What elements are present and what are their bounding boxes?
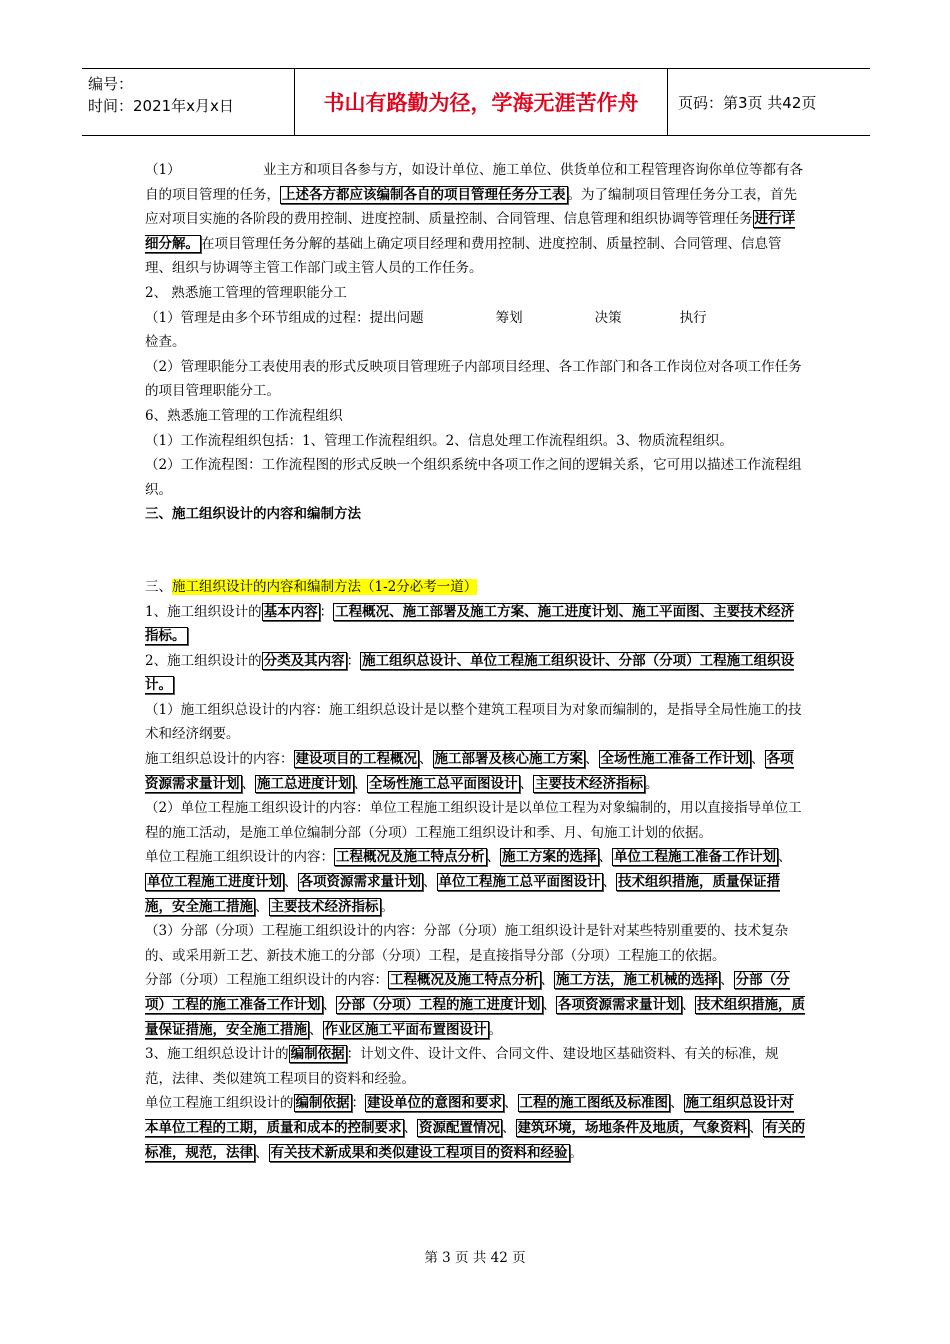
text: （1）管理是由多个环节组成的过程：提出问题 <box>145 309 424 326</box>
separator: 、 <box>241 775 255 792</box>
boxed-text: 主要技术经济指标 <box>535 775 643 792</box>
boxed-text: 工程的施工图纸及标准图 <box>519 1095 668 1112</box>
boxed-text: 建设项目的工程概况 <box>295 751 417 768</box>
text: ： <box>346 652 361 669</box>
separator: 、 <box>486 849 500 866</box>
page-header <box>82 68 870 136</box>
boxed-text: 各项资源需求量计划 <box>299 874 421 891</box>
separator: 、 <box>309 1021 323 1038</box>
separator: 、 <box>602 874 616 891</box>
boxed-text: 技术组织措施，质量保证措施，安全施工措施 <box>145 997 805 1038</box>
unit-design-basis <box>145 1091 805 1165</box>
boxed-text: 编制依据 <box>290 1046 345 1063</box>
section-3-heading: 三、施工组织设计的内容和编制方法 <box>145 506 361 523</box>
boxed-text: 各项资源需求量计划 <box>145 751 794 792</box>
boxed-text: 技术组织措施，质量保证措施，安全施工措施 <box>145 874 780 915</box>
boxed-text: 施工组织总设计对本单位工程的工期，质量和成本的控制要求 <box>145 1095 794 1136</box>
paragraph-6-2: （2）工作流程图：工作流程图的形式反映一个组织系统中各项工作之间的逻辑关系，它可用以描述工作流程组织。 <box>145 457 802 498</box>
text: ：计划文件、设计文件、合同文件、建设地区基础资料、有关的标准，规范，法律、类似建筑工程项目的资料和经验。 <box>145 1046 779 1087</box>
text: 3、施工组织总设计计的 <box>145 1046 289 1063</box>
boxed-text: 上述各方都应该编制各自的项目管理任务分工表 <box>282 186 566 203</box>
boxed-text: 工程概况、施工部署及施工方案、施工进度计划、施工平面图、主要技术经济指标。 <box>145 603 795 645</box>
boxed-text: 主要技术经济指标 <box>270 898 379 915</box>
separator: 、 <box>504 1095 518 1112</box>
period: 。 <box>380 898 394 915</box>
boxed-text: 分类及其内容 <box>263 652 345 669</box>
boxed-text: 工程概况及施工特点分析 <box>390 972 539 989</box>
separator: 、 <box>542 997 556 1013</box>
separator: 、 <box>585 751 599 768</box>
separator: 、 <box>353 775 367 792</box>
boxed-text: 有关技术新成果和类似建设工程项目的资料和经验 <box>270 1144 568 1161</box>
paragraph-task-division <box>145 158 805 281</box>
paragraph-general-design: （1）施工组织总设计的内容：施工组织总设计是以整个建筑工程项目为对象而编制的，是指导全局性施工的技术和经济纲要。 <box>145 701 802 743</box>
period: 。 <box>488 1021 502 1038</box>
paragraph-subitem-design: （3）分部（分项）工程施工组织设计的内容：分部（分项）施工组织设计是针对某些特别重要的、技术复杂的、或采用新工艺、新技术施工的分部（分项）工程，是直接指导分部（分项）工程施工的依据。 <box>145 923 789 964</box>
separator: 、 <box>540 972 554 989</box>
boxed-text: 施工组织总设计、单位工程施工组织设计、分部（分项）工程施工组织设计。 <box>145 652 795 694</box>
boxed-text: 分部（分项）工程的施工进度计划 <box>338 997 541 1013</box>
boxed-text: 全场性施工总平面图设计 <box>369 775 518 792</box>
boxed-text: 施工方案的选择 <box>502 849 597 866</box>
boxed-text: 建筑环境，场地条件及地质，气象资料 <box>517 1119 747 1136</box>
header-page-label: 页码：第3页 共42页 <box>678 93 817 112</box>
item-1-basic-content <box>145 600 805 649</box>
header-motto: 书山有路勤为径，学海无涯苦作舟 <box>294 69 668 135</box>
period: 。 <box>645 775 659 792</box>
text: 业主方和项目各参与方，如设计单位、施工单位、供货单位和工程管理咨询你单位等都有各自的项目管理的任务， <box>145 162 803 203</box>
separator: 、 <box>598 849 612 866</box>
boxed-text: 基本内容 <box>263 603 318 620</box>
separator: 、 <box>255 898 269 915</box>
boxed-text: 编制依据 <box>295 1095 350 1112</box>
text: 。为了编制项目管理任务分工表，首先应对项目实施的各阶段的费用控制、进度控制、质量控制、合同管理、信息管理和组织协调等管理任务 <box>145 186 797 228</box>
boxed-text: 分部（分项）工程的施工准备工作计划 <box>145 972 790 1013</box>
subitem-design-contents <box>145 968 805 1042</box>
text: 决策 <box>594 309 622 326</box>
boxed-text: 全场性施工准备工作计划 <box>600 751 749 768</box>
period: 。 <box>569 1144 583 1161</box>
text: 单位工程施工组织设计的内容： <box>145 849 334 866</box>
paragraph-2-1-end: 检查。 <box>145 334 186 351</box>
separator: 、 <box>502 1119 516 1136</box>
page-footer: 第 3 页 共 42 页 <box>424 1250 526 1266</box>
separator: 、 <box>751 751 765 768</box>
general-design-contents <box>145 747 805 796</box>
boxed-text: 资源配置情况 <box>419 1119 500 1136</box>
text: 1、施工组织设计的 <box>145 603 262 620</box>
text: ： <box>351 1095 365 1112</box>
separator: 、 <box>720 972 734 989</box>
section-3-highlight-heading <box>145 575 805 600</box>
item-number: （1） <box>145 162 181 178</box>
separator: 、 <box>419 751 433 768</box>
text: 三、 <box>145 578 172 595</box>
boxed-text: 单位工程施工总平面图设计 <box>438 874 601 891</box>
document-body <box>145 158 805 1165</box>
separator: 、 <box>778 849 792 866</box>
boxed-text: 作业区施工平面布置图设计 <box>324 1021 487 1038</box>
section-2-title: 2、 熟悉施工管理的管理职能分工 <box>145 284 347 301</box>
boxed-text: 单位工程施工准备工作计划 <box>614 849 776 866</box>
date-label: 时间：2021年x月x日 <box>88 97 234 115</box>
boxed-text: 进行详细分解。 <box>145 211 795 252</box>
text: 单位工程施工组织设计的 <box>145 1095 294 1112</box>
highlighted-text: 施工组织设计的内容和编制方法（1-2分必考一道） <box>172 578 478 595</box>
unit-design-contents <box>145 845 805 919</box>
paragraph-unit-design: （2）单位工程施工组织设计的内容：单位工程施工组织设计是以单位工程为对象编制的，用以直接指导单位工程的施工活动，是施工单位编制分部（分项）工程施工组织设计和季、月、旬施工计划的依据。 <box>145 800 802 841</box>
paragraph-2-1 <box>145 306 805 331</box>
boxed-text: 工程概况及施工特点分析 <box>336 849 485 866</box>
boxed-text: 有关的标准，规范，法律 <box>145 1119 805 1161</box>
boxed-text: 建设单位的意图和要求 <box>367 1095 502 1112</box>
text: 2、施工组织设计的 <box>145 652 262 669</box>
text: 执行 <box>679 309 707 326</box>
separator: 、 <box>681 997 695 1013</box>
separator: 、 <box>423 874 437 891</box>
separator: 、 <box>519 775 533 792</box>
boxed-text: 各项资源需求量计划 <box>558 997 680 1013</box>
text: 施工组织总设计的内容： <box>145 751 294 768</box>
boxed-text: 单位工程施工进度计划 <box>147 874 282 891</box>
text: 分部（分项）工程施工组织设计的内容： <box>145 972 388 989</box>
paragraph-2-2: （2）管理职能分工表使用表的形式反映项目管理班子内部项目经理、各工作部门和各工作岗位对各项工作任务的项目管理职能分工。 <box>145 358 802 400</box>
boxed-text: 施工总进度计划 <box>257 775 352 792</box>
serial-label: 编号： <box>88 75 134 93</box>
separator: 、 <box>749 1119 763 1136</box>
header-meta <box>82 69 294 135</box>
boxed-text: 施工方法，施工机械的选择 <box>556 972 718 989</box>
separator: 、 <box>255 1144 269 1161</box>
item-2-classification <box>145 649 805 698</box>
separator: 、 <box>284 874 298 891</box>
text: 在项目管理任务分解的基础上确定项目经理和费用控制、进度控制、质量控制、合同管理、信息管理、组织与协调等主管工作部门或主管人员的工作任务。 <box>145 235 782 277</box>
text: 筹划 <box>495 309 523 326</box>
separator: 、 <box>403 1119 417 1136</box>
separator: 、 <box>322 997 336 1013</box>
text: ： <box>319 603 334 620</box>
boxed-text: 施工部署及核心施工方案 <box>434 751 583 768</box>
item-3-general-basis <box>145 1042 805 1091</box>
section-6-title: 6、熟悉施工管理的工作流程组织 <box>145 407 343 424</box>
paragraph-6-1: （1）工作流程组织包括：1、管理工作流程组织。2、信息处理工作流程组织。3、物质流程组织。 <box>145 432 733 449</box>
separator: 、 <box>670 1095 684 1112</box>
